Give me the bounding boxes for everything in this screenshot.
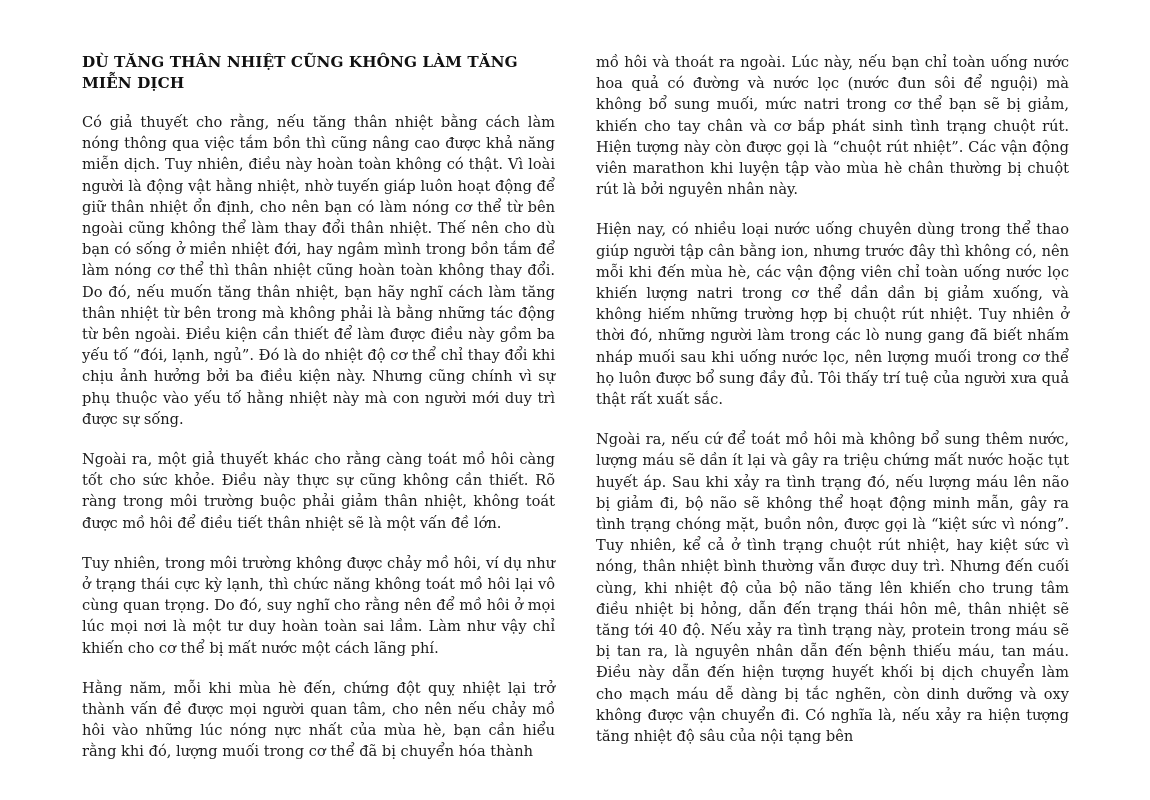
- paragraph: Tuy nhiên, trong môi trường không được chảy mồ hôi, ví dụ như ở trạng thái cực kỳ lạnh, thì chức năng không toát mồ hôi lại vô cùng quan trọng. Do đó, suy nghĩ cho rằng nên để mồ hôi ở mọi lúc mọi nơi là một tư duy hoàn toàn sai lầm. Làm như vậy chỉ khiến cho cơ thể bị mất nước một cách lãng phí.: [82, 554, 555, 657]
- right-column: [596, 52, 1069, 766]
- section-heading: DÙ TĂNG THÂN NHIỆT CŨNG KHÔNG LÀM TĂNG MIỄN DỊCH: [82, 53, 518, 92]
- paragraph: Có giả thuyết cho rằng, nếu tăng thân nhiệt bằng cách làm nóng thông qua việc tắm bồn thì cũng nâng cao được khả năng miễn dịch. Tuy nhiên, điều này hoàn toàn không có thật. Vì loài người là động vật hằng nhiệt, nhờ tuyến giáp luôn hoạt động để giữ thân nhiệt ổn định, cho nên bạn có làm nóng cơ thể từ bên ngoài cũng không thể làm thay đổi thân nhiệt. Thế nên cho dù bạn có sống ở miền nhiệt đới, hay ngâm mình trong bồn tắm để làm nóng cơ thể thì thân nhiệt cũng hoàn toàn không thay đổi. Do đó, nếu muốn tăng thân nhiệt, bạn hãy nghĩ cách làm tăng thân nhiệt từ bên trong mà không phải là bằng những tác động từ bên ngoài. Điều kiện cần thiết để làm được điều này gồm ba yếu tố “đói, lạnh, ngủ”. Đó là do nhiệt độ cơ thể chỉ thay đổi khi chịu ảnh hưởng bởi ba điều kiện này. Nhưng cũng chính vì sự phụ thuộc vào yếu tố hằng nhiệt này mà con người mới duy trì được sự sống.: [82, 114, 555, 428]
- paragraph: Hằng năm, mỗi khi mùa hè đến, chứng đột quỵ nhiệt lại trở thành vấn đề được mọi người quan tâm, cho nên nếu chảy mồ hôi vào những lúc nóng nực nhất của mùa hè, bạn cần hiểu rằng khi đó, lượng muối trong cơ thể đã bị chuyển hóa thành: [82, 679, 555, 761]
- paragraph: Hiện nay, có nhiều loại nước uống chuyên dùng trong thể thao giúp người tập cân bằng ion, nhưng trước đây thì không có, nên mỗi khi đến mùa hè, các vận động viên chỉ toàn uống nước lọc khiến lượng natri trong cơ thể dần dần bị giảm xuống, và không hiếm những trường hợp bị chuột rút nhiệt. Tuy nhiên ở thời đó, những người làm trong các lò nung gang đã biết nhấm nháp muối sau khi uống nước lọc, nên lượng muối trong cơ thể họ luôn được bổ sung đầy đủ. Tôi thấy trí tuệ của người xưa quả thật rất xuất sắc.: [596, 221, 1070, 409]
- paragraph: mồ hôi và thoát ra ngoài. Lúc này, nếu bạn chỉ toàn uống nước hoa quả có đường và nước lọc (nước đun sôi để nguội) mà không bổ sung muối, mức natri trong cơ thể bạn sẽ bị giảm, khiến cho tay chân và cơ bắp phát sinh tình trạng chuột rút. Hiện tượng này còn được gọi là “chuột rút nhiệt”. Các vận động viên marathon khi luyện tập vào mùa hè chân thường bị chuột rút là bởi nguyên nhân này.: [596, 54, 1069, 199]
- paragraph: Ngoài ra, một giả thuyết khác cho rằng càng toát mồ hôi càng tốt cho sức khỏe. Điều này thực sự cũng không cần thiết. Rõ ràng trong môi trường buộc phải giảm thân nhiệt, không toát được mồ hôi để điều tiết thân nhiệt sẽ là một vấn đề lớn.: [82, 451, 555, 532]
- paragraph: Ngoài ra, nếu cứ để toát mồ hôi mà không bổ sung thêm nước, lượng máu sẽ dần ít lại và gây ra triệu chứng mất nước hoặc tụt huyết áp. Sau khi xảy ra tình trạng đó, nếu lượng máu lên não bị giảm đi, bộ não sẽ không thể hoạt động minh mẫn, gây ra tình trạng chóng mặt, buồn nôn, được gọi là “kiệt sức vì nóng”. Tuy nhiên, kể cả ở tình trạng chuột rút nhiệt, hay kiệt sức vì nóng, thân nhiệt bình thường vẫn được duy trì. Nhưng đến cuối cùng, khi nhiệt độ của bộ não tăng lên khiến cho trung tâm điều nhiệt bị hỏng, dẫn đến trạng thái hôn mê, thân nhiệt sẽ tăng tới 40 độ. Nếu xảy ra tình trạng này, protein trong máu sẽ bị tan ra, là nguyên nhân dẫn đến bệnh thiếu máu, tan máu. Điều này dẫn đến hiện tượng huyết khối bị dịch chuyển làm cho mạch máu dễ dàng bị tắc nghẽn, còn dinh dưỡng và oxy không được vận chuyển đi. Có nghĩa là, nếu xảy ra hiện tượng tăng nhiệt độ sâu của nội tạng bên: [596, 431, 1069, 746]
- left-column: [82, 52, 555, 782]
